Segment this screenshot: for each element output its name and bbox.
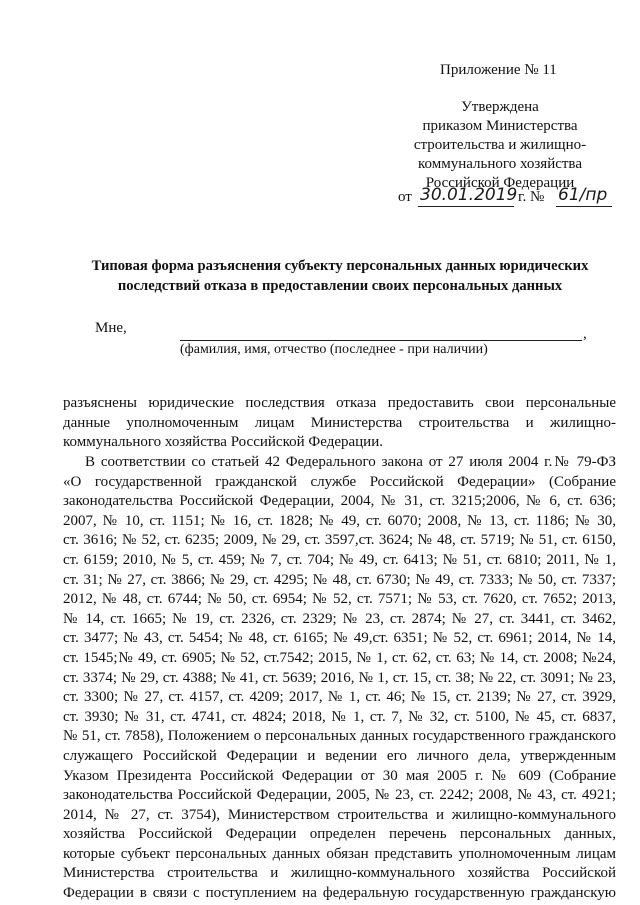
approval-line-3: коммунального хозяйства bbox=[418, 156, 582, 172]
paragraph2-line: ст. 1545;№ 49, ст. 6905; № 52, ст.7542; 2015, № 1, ст. 62, ст. 63; № 14, ст. 2008; №24, bbox=[63, 649, 616, 666]
paragraph2-line: 2014, № 27, ст. 3754), Министерством строительства и жилищно-коммунального bbox=[63, 806, 616, 823]
appendix-label: Приложение № 11 bbox=[440, 62, 557, 78]
number-underline bbox=[556, 206, 612, 207]
recipient-label: Мне, bbox=[95, 320, 127, 336]
paragraph-legal-basis bbox=[63, 453, 616, 904]
paragraph-consequences bbox=[63, 394, 616, 453]
paragraph2-line: 2012, № 48, ст. 6744; № 50, ст. 6954; № 52, ст. 7571; № 53, ст. 7620, ст. 7652; 2013, bbox=[63, 591, 616, 608]
paragraph1-line: разъяснены юридические последствия отказа предоставить свои персональные bbox=[63, 395, 616, 411]
full-name-field[interactable] bbox=[180, 340, 582, 341]
approved-label: Утверждена bbox=[461, 99, 539, 115]
approval-line-2: строительства и жилищно- bbox=[413, 137, 587, 153]
field-comma: , bbox=[583, 326, 587, 342]
order-date-line bbox=[398, 185, 628, 211]
paragraph2-line: ст. 3930; № 31, ст. 4741, ст. 4824; 2018, № 1, ст. 7, № 32, ст. 5100, № 45, ст. 6837, bbox=[63, 708, 616, 725]
paragraph2-line: № 14, ст. 1665; № 19, ст. 2326, ст. 2329; № 23, ст. 2874; № 27, ст. 3441, ст. 3462, bbox=[63, 610, 616, 627]
approval-line-4: Российской Федерации bbox=[425, 175, 575, 191]
paragraph2-line: Министерства строительства и жилищно-коммунального хозяйства Российской bbox=[63, 865, 616, 882]
paragraph2-line: № 51, ст. 7858), Положением о персональных данных государственного гражданского bbox=[63, 728, 616, 745]
paragraph2-line: ст. 3477; № 43, ст. 5454; № 48, ст. 6165; № 49,ст. 6351; № 52, ст. 6961; 2014, № 14, bbox=[63, 630, 616, 647]
title-line-1: Типовая форма разъяснения субъекту персональных данных юридических bbox=[91, 258, 589, 274]
approval-line-1: приказом Министерства bbox=[422, 118, 578, 134]
paragraph2-line: законодательства Российской Федерации, 2004, № 31, ст. 3215;2006, № 6, ст. 636; bbox=[63, 493, 616, 510]
approval-block bbox=[380, 98, 620, 193]
paragraph2-line: которые субъект персональных данных обязан представить уполномоченным лицам bbox=[63, 845, 616, 862]
paragraph2-line: ст. 3616; № 52, ст. 6235; 2009, № 29, ст. 3597,ст. 3624; № 48, ст. 5719; № 51, ст. 6150, bbox=[63, 532, 616, 549]
paragraph2-line: «О государственной гражданской службе Российской Федерации» (Собрание bbox=[63, 473, 616, 490]
paragraph2-line: хозяйства Российской Федерации определен перечень персональных данных, bbox=[63, 826, 616, 843]
paragraph1-line: коммунального хозяйства Российской Федерации. bbox=[63, 434, 383, 451]
paragraph2-line: ст. 6159; 2010, № 5, ст. 459; № 7, ст. 704; № 49, ст. 6413; № 51, ст. 6810; 2011, № 1, bbox=[63, 551, 616, 568]
handwritten-order-number: 61/пр bbox=[558, 185, 608, 205]
year-number-label: г. № bbox=[518, 189, 545, 205]
paragraph2-line: ст. 31; № 27, ст. 3866; № 29, ст. 4295; № 48, ст. 6730; № 49, ст. 7333; № 50, ст. 7337; bbox=[63, 571, 616, 588]
paragraph2-line: законодательства Российской Федерации, 2005, № 23, ст. 2242; 2008, № 43, ст. 4921; bbox=[63, 787, 616, 804]
title-line-2: последствий отказа в предоставлении своих персональных данных bbox=[117, 278, 563, 294]
paragraph2-line: Федерации в связи с поступлением на федеральную государственную гражданскую bbox=[63, 885, 616, 902]
date-underline bbox=[418, 206, 514, 207]
paragraph1-line: данные уполномоченным лицам Министерства строительства и жилищно- bbox=[63, 414, 616, 431]
document-title bbox=[70, 256, 610, 296]
paragraph2-line: Указом Президента Российской Федерации от 30 мая 2005 г. № 609 (Собрание bbox=[63, 767, 616, 784]
full-name-caption: (фамилия, имя, отчество (последнее - при наличии) bbox=[180, 342, 488, 357]
paragraph2-line: служащего Российской Федерации и ведении его личного дела, утвержденным bbox=[63, 747, 616, 764]
paragraph2-line: ст. 3374; № 29, ст. 4388; № 41, ст. 5639; 2016, № 1, ст. 15, ст. 38; № 22, ст. 3091; № 23, bbox=[63, 669, 616, 686]
paragraph2-line: В соответствии со статьей 42 Федерального закона от 27 июля 2004 г.№ 79-ФЗ bbox=[85, 454, 616, 470]
date-prefix: от bbox=[398, 189, 412, 205]
paragraph2-line: ст. 3300; № 27, ст. 4157, ст. 4209; 2017, № 1, ст. 46; № 15, ст. 2139; № 27, ст. 3929, bbox=[63, 689, 616, 706]
paragraph2-line: 2007, № 10, ст. 1151; № 16, ст. 1828; № 49, ст. 6070; 2008, № 13, ст. 1186; № 30, bbox=[63, 512, 616, 529]
handwritten-date: 30.01.2019 bbox=[420, 185, 518, 205]
